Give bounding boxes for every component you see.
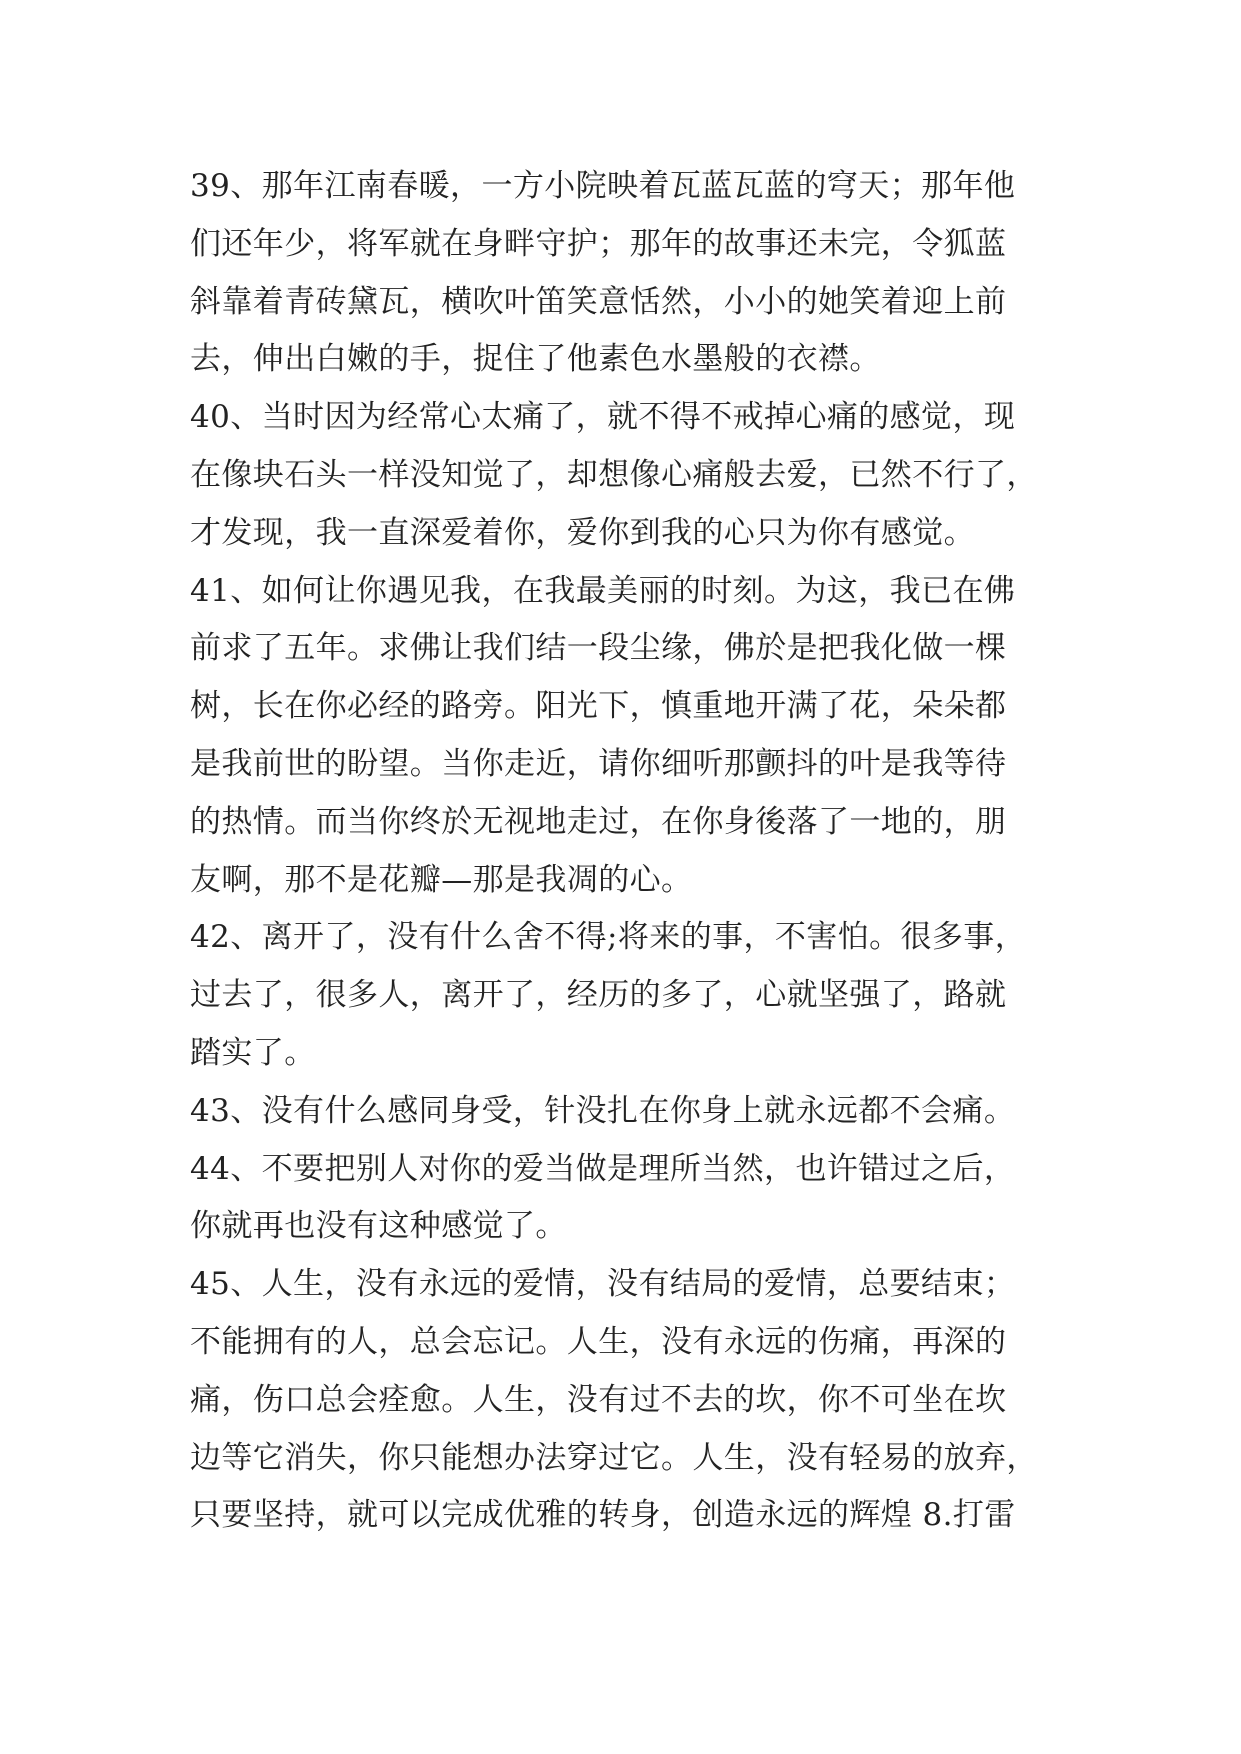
text-line: 只要坚持，就可以完成优雅的转身，创造永远的辉煌 8.打雷 [190,1497,1016,1534]
text-line: 41、如何让你遇见我，在我最美丽的时刻。为这，我已在佛 [190,572,1016,609]
text-line: 45、人生，没有永远的爱情，没有结局的爱情，总要结束； [190,1266,1016,1303]
text-line: 的热情。而当你终於无视地走过，在你身後落了一地的，朋 [190,803,1007,840]
text-line: 前求了五年。求佛让我们结一段尘缘，佛於是把我化做一棵 [190,630,1007,667]
text-line: 才发现，我一直深爱着你，爱你到我的心只为你有感觉。 [190,514,975,551]
text-line: 是我前世的盼望。当你走近，请你细听那颤抖的叶是我等待 [190,745,1007,782]
document-body [190,158,1070,1545]
text-line: 44、不要把别人对你的爱当做是理所当然，也许错过之后， [190,1150,1016,1187]
text-line: 过去了，很多人，离开了，经历的多了，心就坚强了，路就 [190,977,1007,1014]
text-line: 42、离开了，没有什么舍不得;将来的事，不害怕。很多事， [190,919,1027,956]
text-line: 40、当时因为经常心太痛了，就不得不戒掉心痛的感觉，现 [190,399,1016,436]
text-line: 去，伸出白嫩的手，捉住了他素色水墨般的衣襟。 [190,341,881,378]
text-line: 友啊，那不是花瓣—那是我凋的心。 [190,861,693,898]
text-line: 在像块石头一样没知觉了，却想像心痛般去爱，已然不行了， [190,456,1038,493]
text-line: 斜靠着青砖黛瓦，横吹叶笛笑意恬然，小小的她笑着迎上前 [190,283,1007,320]
text-line: 边等它消失，你只能想办法穿过它。人生，没有轻易的放弃， [190,1439,1038,1476]
text-line: 们还年少，将军就在身畔守护；那年的故事还未完，令狐蓝 [190,225,1007,262]
text-line: 43、没有什么感同身受，针没扎在你身上就永远都不会痛。 [190,1092,1016,1129]
text-line: 踏实了。 [190,1034,316,1071]
text-line: 痛，伤口总会痊愈。人生，没有过不去的坎，你不可坐在坎 [190,1381,1007,1418]
text-line: 不能拥有的人，总会忘记。人生，没有永远的伤痛，再深的 [190,1323,1007,1360]
text-line: 你就再也没有这种感觉了。 [190,1208,567,1245]
text-line: 39、那年江南春暖，一方小院映着瓦蓝瓦蓝的穹天；那年他 [190,168,1016,204]
text-line: 树，长在你必经的路旁。阳光下，慎重地开满了花，朵朵都 [190,688,1007,725]
